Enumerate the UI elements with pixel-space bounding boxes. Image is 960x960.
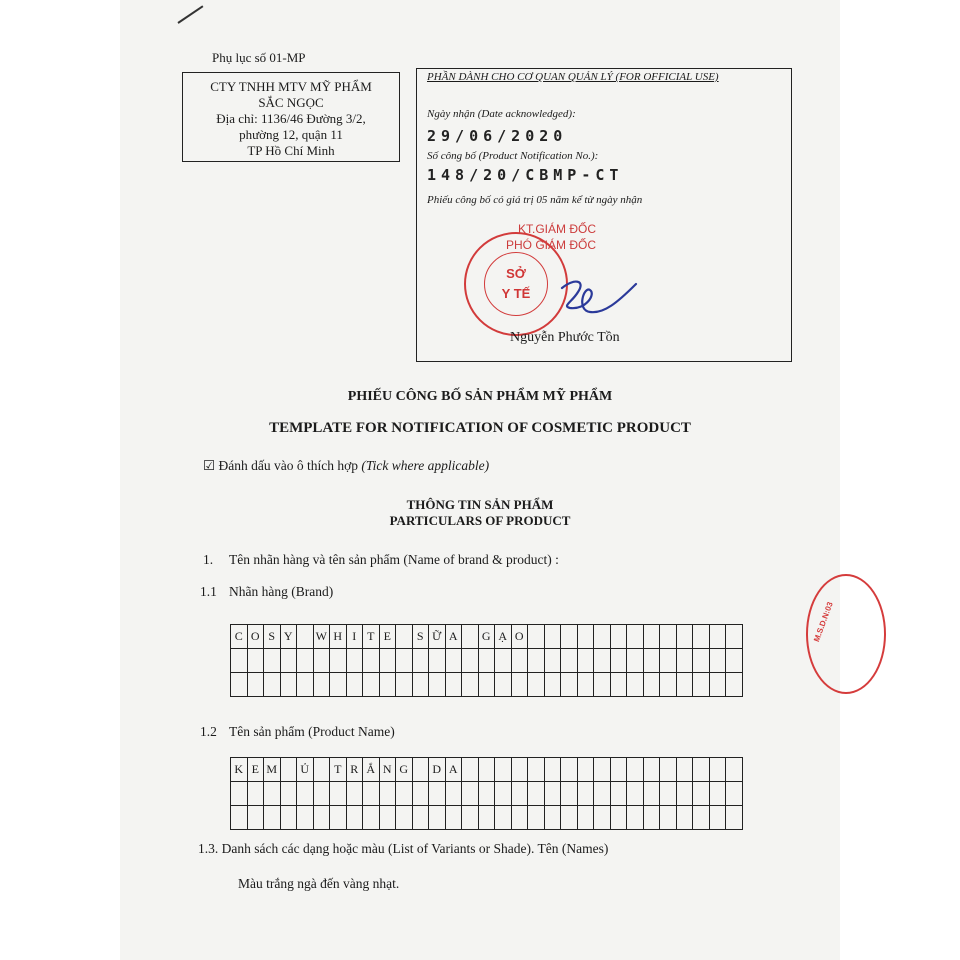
grid-cell <box>528 758 545 782</box>
grid-cell: S <box>264 625 281 649</box>
grid-cell <box>610 673 627 697</box>
grid-cell <box>676 758 693 782</box>
grid-cell <box>594 649 611 673</box>
grid-cell: A <box>445 758 462 782</box>
product-name-letter-grid <box>230 757 743 830</box>
grid-cell <box>643 649 660 673</box>
grid-cell <box>495 758 512 782</box>
grid-cell <box>396 806 413 830</box>
section-title-en: PARTICULARS OF PRODUCT <box>389 513 571 528</box>
grid-cell <box>231 673 248 697</box>
grid-cell: W <box>313 625 330 649</box>
notification-number-label: Số công bố (Product Notification No.): <box>427 150 599 162</box>
grid-cell <box>511 758 528 782</box>
grid-cell <box>676 782 693 806</box>
grid-cell <box>627 782 644 806</box>
grid-cell: C <box>231 625 248 649</box>
grid-cell <box>627 625 644 649</box>
right-background <box>840 0 960 960</box>
grid-cell <box>676 673 693 697</box>
grid-cell <box>247 673 264 697</box>
grid-cell <box>495 806 512 830</box>
grid-cell <box>280 806 297 830</box>
grid-cell <box>511 806 528 830</box>
grid-cell <box>676 649 693 673</box>
checkbox-icon: ☑ <box>203 458 216 473</box>
grid-cell <box>709 625 726 649</box>
grid-cell <box>660 625 677 649</box>
tick-text-en: (Tick where applicable) <box>361 458 490 473</box>
grid-cell <box>610 758 627 782</box>
grid-cell <box>396 625 413 649</box>
item-1-2-number: 1.2 <box>200 724 217 739</box>
grid-cell <box>478 758 495 782</box>
item-1-1-number: 1.1 <box>200 584 217 599</box>
grid-cell <box>726 625 743 649</box>
grid-cell: S <box>412 625 429 649</box>
grid-cell <box>643 673 660 697</box>
grid-cell <box>726 806 743 830</box>
grid-cell <box>412 782 429 806</box>
grid-cell: H <box>330 625 347 649</box>
grid-cell <box>610 625 627 649</box>
company-name-line2: SẮC NGỌC <box>258 95 324 110</box>
grid-cell <box>297 806 314 830</box>
grid-cell <box>297 673 314 697</box>
grid-cell <box>330 806 347 830</box>
validity-note: Phiếu công bố có giá trị 05 năm kể từ ngày nhận <box>427 194 643 206</box>
grid-cell: I <box>346 625 363 649</box>
grid-cell <box>594 625 611 649</box>
item-1-number: 1. <box>203 552 214 567</box>
grid-cell <box>561 649 578 673</box>
grid-cell <box>396 782 413 806</box>
grid-cell <box>297 625 314 649</box>
director-title: KT.GIÁM ĐỐC <box>518 222 597 236</box>
tick-instruction <box>203 458 489 474</box>
grid-cell <box>297 782 314 806</box>
signature-mark <box>556 276 640 328</box>
grid-cell <box>709 758 726 782</box>
grid-cell: T <box>330 758 347 782</box>
grid-cell <box>577 782 594 806</box>
grid-cell <box>577 673 594 697</box>
grid-cell <box>379 649 396 673</box>
grid-cell: O <box>247 625 264 649</box>
grid-cell <box>412 758 429 782</box>
grid-cell <box>594 806 611 830</box>
tick-text-vi: Đánh dấu vào ô thích hợp <box>218 458 358 473</box>
grid-cell <box>264 649 281 673</box>
grid-row <box>231 782 743 806</box>
grid-cell: K <box>231 758 248 782</box>
grid-cell <box>511 673 528 697</box>
grid-cell: E <box>379 625 396 649</box>
grid-cell <box>429 782 446 806</box>
company-address-line3: TP Hồ Chí Minh <box>247 143 335 158</box>
section-title-vi: THÔNG TIN SẢN PHẨM <box>406 497 554 512</box>
grid-cell <box>643 758 660 782</box>
grid-cell <box>445 673 462 697</box>
grid-cell <box>346 806 363 830</box>
official-seal-inner <box>484 252 548 316</box>
grid-cell <box>429 673 446 697</box>
seal-text-line1: SỞ <box>506 266 526 281</box>
grid-cell: O <box>511 625 528 649</box>
seal-text-line2: Y TẾ <box>501 286 531 301</box>
grid-cell: G <box>396 758 413 782</box>
grid-cell <box>363 782 380 806</box>
grid-cell <box>445 649 462 673</box>
grid-cell <box>528 649 545 673</box>
grid-cell <box>363 649 380 673</box>
heading-english: TEMPLATE FOR NOTIFICATION OF COSMETIC PRODUCT <box>269 420 691 436</box>
grid-cell <box>676 806 693 830</box>
grid-cell <box>478 782 495 806</box>
grid-cell <box>693 806 710 830</box>
grid-cell <box>660 782 677 806</box>
grid-cell <box>330 673 347 697</box>
grid-cell <box>610 782 627 806</box>
grid-cell <box>346 673 363 697</box>
grid-cell <box>313 782 330 806</box>
grid-cell <box>264 806 281 830</box>
grid-cell <box>511 782 528 806</box>
grid-cell <box>643 625 660 649</box>
grid-cell <box>660 673 677 697</box>
grid-cell <box>693 758 710 782</box>
left-background <box>0 0 120 960</box>
grid-cell <box>528 782 545 806</box>
grid-cell <box>313 806 330 830</box>
grid-cell <box>445 782 462 806</box>
grid-cell: M <box>264 758 281 782</box>
grid-cell <box>528 625 545 649</box>
grid-cell: D <box>429 758 446 782</box>
annex-number: Phụ lục số 01-MP <box>212 50 306 65</box>
grid-cell: Ạ <box>495 625 512 649</box>
grid-cell <box>264 782 281 806</box>
grid-cell <box>660 649 677 673</box>
grid-cell <box>511 649 528 673</box>
grid-cell: A <box>445 625 462 649</box>
grid-cell <box>627 806 644 830</box>
grid-cell <box>330 782 347 806</box>
grid-cell <box>561 673 578 697</box>
grid-cell: N <box>379 758 396 782</box>
grid-cell <box>280 673 297 697</box>
grid-cell <box>346 782 363 806</box>
grid-cell: E <box>247 758 264 782</box>
grid-cell <box>363 673 380 697</box>
grid-cell <box>544 649 561 673</box>
grid-cell <box>726 649 743 673</box>
grid-cell <box>561 806 578 830</box>
grid-cell <box>462 782 479 806</box>
edge-seal-text: M.S.D.N:03 <box>812 600 835 644</box>
grid-cell: Ữ <box>429 625 446 649</box>
grid-cell <box>544 758 561 782</box>
grid-cell <box>726 673 743 697</box>
grid-cell <box>247 806 264 830</box>
grid-cell <box>709 806 726 830</box>
signer-name: Nguyễn Phước Tồn <box>510 330 620 345</box>
grid-cell <box>313 649 330 673</box>
notification-number-value: 148/20/CBMP-CT <box>427 166 624 184</box>
grid-cell <box>693 625 710 649</box>
grid-cell <box>231 649 248 673</box>
grid-cell <box>462 806 479 830</box>
grid-cell: T <box>363 625 380 649</box>
grid-cell <box>396 649 413 673</box>
date-acknowledged-label: Ngày nhận (Date acknowledged): <box>427 108 576 120</box>
grid-cell <box>280 649 297 673</box>
grid-cell <box>495 782 512 806</box>
grid-cell <box>544 806 561 830</box>
grid-cell <box>544 782 561 806</box>
grid-cell <box>478 673 495 697</box>
grid-cell <box>429 806 446 830</box>
grid-cell <box>330 649 347 673</box>
grid-cell <box>643 806 660 830</box>
grid-row <box>231 625 743 649</box>
company-address-line2: phường 12, quận 11 <box>239 127 343 142</box>
grid-cell: Y <box>280 625 297 649</box>
grid-cell <box>544 625 561 649</box>
grid-cell <box>627 649 644 673</box>
grid-cell <box>297 649 314 673</box>
brand-letter-grid <box>230 624 743 697</box>
grid-cell <box>561 625 578 649</box>
grid-row <box>231 758 743 782</box>
grid-cell <box>594 673 611 697</box>
grid-cell <box>544 673 561 697</box>
grid-cell <box>561 782 578 806</box>
company-name-line1: CTY TNHH MTV MỸ PHẨM <box>210 79 372 94</box>
grid-cell <box>693 649 710 673</box>
grid-cell <box>313 673 330 697</box>
grid-cell <box>709 782 726 806</box>
grid-cell <box>693 782 710 806</box>
grid-cell <box>396 673 413 697</box>
grid-cell <box>379 673 396 697</box>
grid-cell <box>412 806 429 830</box>
grid-cell <box>429 649 446 673</box>
grid-cell <box>247 649 264 673</box>
grid-cell <box>577 806 594 830</box>
company-address-line1: Địa chỉ: 1136/46 Đường 3/2, <box>216 111 366 126</box>
grid-cell <box>610 649 627 673</box>
grid-cell <box>676 625 693 649</box>
grid-cell <box>313 758 330 782</box>
grid-cell <box>231 806 248 830</box>
grid-cell <box>462 649 479 673</box>
date-acknowledged-value: 29/06/2020 <box>427 127 568 145</box>
grid-cell: Ắ <box>363 758 380 782</box>
grid-row <box>231 649 743 673</box>
grid-cell <box>627 673 644 697</box>
grid-cell <box>627 758 644 782</box>
grid-cell <box>231 782 248 806</box>
grid-cell <box>280 782 297 806</box>
grid-cell <box>726 758 743 782</box>
grid-cell <box>577 649 594 673</box>
grid-cell <box>528 673 545 697</box>
grid-row <box>231 806 743 830</box>
grid-cell <box>577 758 594 782</box>
grid-cell <box>247 782 264 806</box>
grid-cell <box>643 782 660 806</box>
grid-cell <box>495 673 512 697</box>
item-1-2-text: Tên sản phẩm (Product Name) <box>229 724 395 739</box>
official-use-title: PHẦN DÀNH CHO CƠ QUAN QUẢN LÝ (FOR OFFICIAL USE) <box>427 71 719 83</box>
grid-cell <box>379 782 396 806</box>
grid-cell <box>709 673 726 697</box>
grid-cell <box>660 806 677 830</box>
item-1-text: Tên nhãn hàng và tên sản phẩm (Name of brand & product) : <box>229 552 559 567</box>
grid-cell <box>726 782 743 806</box>
grid-cell <box>264 673 281 697</box>
deputy-director-title: PHÓ GIÁM ĐỐC <box>506 238 597 252</box>
grid-cell <box>577 625 594 649</box>
grid-cell <box>445 806 462 830</box>
grid-cell <box>462 758 479 782</box>
heading-vietnamese: PHIẾU CÔNG BỐ SẢN PHẨM MỸ PHẨM <box>347 389 613 404</box>
grid-cell <box>379 806 396 830</box>
item-1-1-text: Nhãn hàng (Brand) <box>229 584 334 599</box>
grid-cell <box>462 673 479 697</box>
company-box <box>182 72 400 162</box>
grid-cell: R <box>346 758 363 782</box>
grid-cell <box>495 649 512 673</box>
grid-cell: G <box>478 625 495 649</box>
grid-cell: Ủ <box>297 758 314 782</box>
grid-cell <box>363 806 380 830</box>
item-1-3-value: Màu trắng ngà đến vàng nhạt. <box>238 876 400 891</box>
grid-cell <box>412 649 429 673</box>
grid-cell <box>594 758 611 782</box>
grid-cell <box>594 782 611 806</box>
grid-cell <box>528 806 545 830</box>
grid-row <box>231 673 743 697</box>
grid-cell <box>412 673 429 697</box>
grid-cell <box>561 758 578 782</box>
grid-cell <box>478 806 495 830</box>
grid-cell <box>693 673 710 697</box>
grid-cell <box>478 649 495 673</box>
item-1-3-text: 1.3. Danh sách các dạng hoặc màu (List of Variants or Shade). Tên (Names) <box>198 841 609 856</box>
grid-cell <box>346 649 363 673</box>
grid-cell <box>709 649 726 673</box>
grid-cell <box>280 758 297 782</box>
grid-cell <box>660 758 677 782</box>
grid-cell <box>610 806 627 830</box>
grid-cell <box>462 625 479 649</box>
